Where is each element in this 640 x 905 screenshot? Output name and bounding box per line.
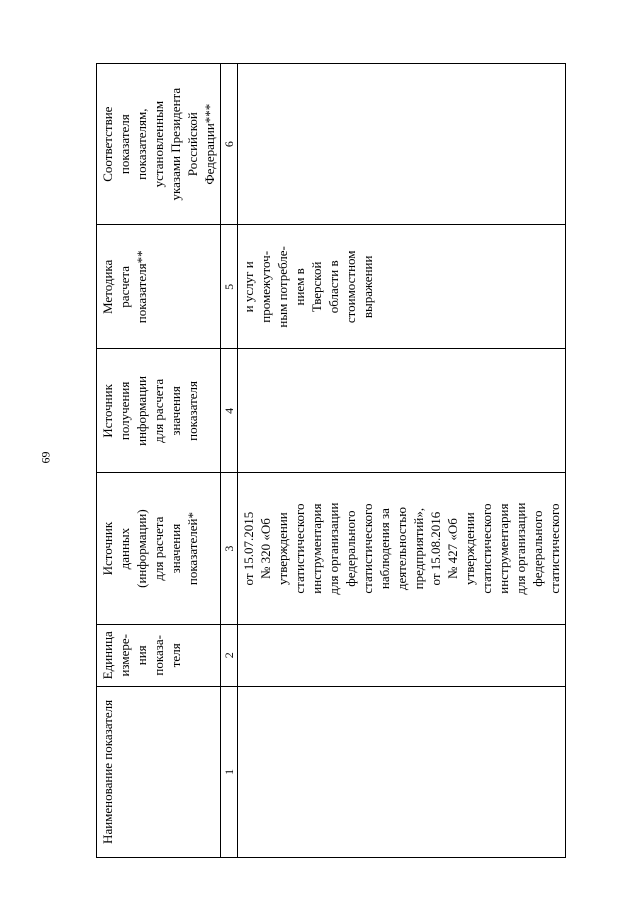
table-row bbox=[238, 64, 566, 858]
column-number-6: 6 bbox=[221, 64, 238, 225]
header-data-source: Источник данных (информации) для расчета значения показателей* bbox=[97, 473, 221, 624]
cell-data-source: от 15.07.2015 № 320 «Об утверждении статистического инструментария для организации федерального статистического наблюдения за деятельностью предприятий», от 15.08.2016 № 427 «Об утверждении статистического инструментария для организации федерального статистического bbox=[238, 473, 566, 624]
page-number: 69 bbox=[38, 451, 53, 464]
header-info-source: Источник получения информации для расчета значения показателя bbox=[97, 349, 221, 473]
cell-info-source bbox=[238, 349, 566, 473]
header-correspondence: Соответствие показателя показателям, установленным указами Президента Российской Федерации*** bbox=[97, 64, 221, 225]
cell-unit bbox=[238, 624, 566, 686]
header-row bbox=[97, 64, 221, 858]
column-number-2: 2 bbox=[221, 624, 238, 686]
cell-indicator-name bbox=[238, 686, 566, 857]
column-number-row bbox=[221, 64, 238, 858]
header-indicator-name: Наименование показателя bbox=[97, 686, 221, 857]
column-number-4: 4 bbox=[221, 349, 238, 473]
column-number-5: 5 bbox=[221, 225, 238, 349]
indicator-table bbox=[96, 63, 566, 858]
cell-correspondence bbox=[238, 64, 566, 225]
header-unit: Единица измере- ния показа- теля bbox=[97, 624, 221, 686]
column-number-1: 1 bbox=[221, 686, 238, 857]
column-number-3: 3 bbox=[221, 473, 238, 624]
cell-methodology: и услуг и промежуточ- ным потребле- нием в Тверской области в стоимостном выражении bbox=[238, 225, 566, 349]
rotated-table-container bbox=[96, 63, 560, 858]
header-methodology: Методика расчета показателя** bbox=[97, 225, 221, 349]
